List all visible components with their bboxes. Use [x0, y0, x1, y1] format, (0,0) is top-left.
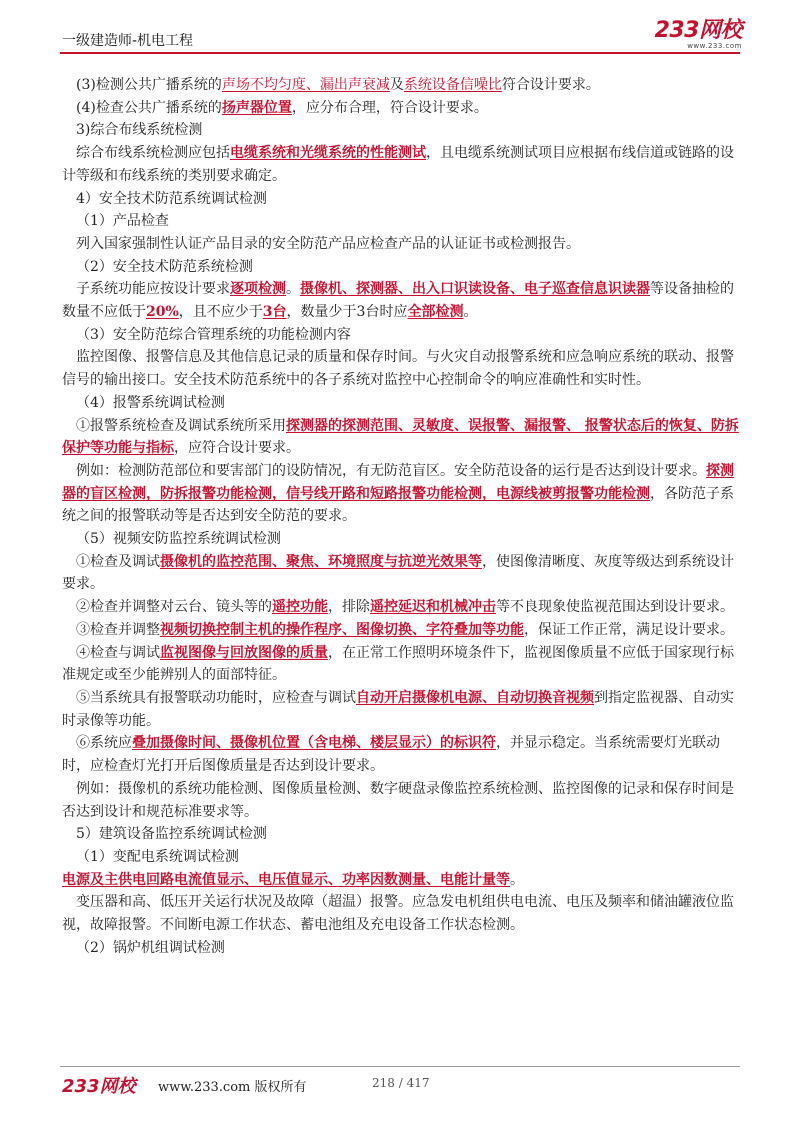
- paragraph: ①检查及调试摄像机的监控范围、聚焦、环境照度与抗逆光效果等，使图像清晰度、灰度等级达到系统设计要求。: [62, 553, 734, 593]
- document-body: [62, 74, 742, 959]
- page-number: 218 / 417: [372, 1076, 430, 1090]
- page-header: [0, 0, 800, 60]
- paragraph: ④检查与调试监视图像与回放图像的质量，在正常工作照明环境条件下，监视图像质量不应低于国家现行标准规定或至少能辨别人的面部特征。: [62, 644, 734, 684]
- highlight: 系统设备信噪比: [403, 77, 502, 93]
- paragraph: ③检查并调整视频切换控制主机的操作程序、图像切换、字符叠加等功能，保证工作正常，满足设计要求。: [76, 621, 734, 638]
- subsection-heading: （2）安全技术防范系统检测: [76, 258, 253, 275]
- highlight: 电缆系统和光缆系统的性能测试: [230, 145, 426, 162]
- highlight: 视频切换控制主机的操作程序、图像切换、字符叠加等功能: [160, 621, 524, 638]
- paragraph: ⑥系统应叠加摄像时间、摄像机位置（含电梯、楼层显示）的标识符，并显示稳定。当系统需要灯光联动时，应检查灯光打开后图像质量是否达到设计要求。: [62, 735, 720, 775]
- highlight: 遥控延迟和机械冲击: [370, 599, 496, 616]
- highlight: 扬声器位置: [221, 99, 292, 116]
- highlight: 摄像机的监控范围、聚焦、环境照度与抗逆光效果等: [160, 553, 482, 570]
- highlight: 3台: [262, 304, 287, 321]
- highlight: 电源及主供电回路电流值显示、电压值显示、功率因数测量、电能计量等: [62, 871, 510, 888]
- subsection-heading: （2）锅炉机组调试检测: [76, 939, 225, 956]
- paragraph: (4)检查公共广播系统的扬声器位置，应分布合理，符合设计要求。: [76, 99, 488, 116]
- highlight: 自动开启摄像机电源、自动切换音视频: [356, 689, 594, 706]
- highlight: 20%: [146, 304, 179, 321]
- paragraph: 电源及主供电回路电流值显示、电压值显示、功率因数测量、电能计量等。: [62, 871, 524, 888]
- paragraph: ②检查并调整对云台、镜头等的遥控功能，排除遥控延迟和机械冲击等不良现象使监视范围达到设计要求。: [76, 599, 734, 616]
- highlight: 摄像机、探测器、出入口识读设备、电子巡查信息识读器: [300, 281, 650, 298]
- subsection-heading: （3）安全防范综合管理系统的功能检测内容: [76, 326, 351, 343]
- highlight: 探测器的盲区检测，防拆报警功能检测，信号线开路和短路报警功能检测，电源线被剪报警功能检测: [62, 462, 734, 502]
- section-heading: 5）建筑设备监控系统调试检测: [76, 826, 267, 843]
- highlight: 声场不均匀度、漏出声衰减: [221, 77, 390, 93]
- highlight: 逐项检测: [230, 281, 286, 298]
- highlight: 叠加摄像时间、摄像机位置（含电梯、楼层显示）的标识符: [132, 735, 496, 752]
- logo-url: www.233.com: [687, 42, 742, 50]
- paragraph: 综合布线系统检测应包括电缆系统和光缆系统的性能测试，且电缆系统测试项目应根据布线信道或链路的设计等级和布线系统的类别要求确定。: [62, 145, 734, 184]
- subsection-heading: （5）视频安防监控系统调试检测: [76, 531, 281, 548]
- paragraph: 例如：摄像机的系统功能检测、图像质量检测、数字硬盘录像监控系统检测、监控图像的记录和保存时间是否达到设计和规范标准要求等。: [62, 780, 734, 820]
- footer-divider: [60, 1066, 740, 1067]
- paragraph: 变压器和高、低压开关运行状况及故障（超温）报警。应急发电机组供电电流、电压及频率和储油罐液位监视，故障报警。不间断电源工作状态、蓄电池组及充电设备工作状态检测。: [62, 894, 734, 934]
- highlight: 全部检测: [407, 304, 464, 321]
- paragraph: ①报警系统检查及调试系统所采用探测器的探测范围、灵敏度、误报警、漏报警、 报警状态后的恢复、防拆保护等功能与指标，应符合设计要求。: [62, 417, 739, 457]
- header-title: 一级建造师-机电工程: [62, 33, 194, 49]
- paragraph: 列入国家强制性认证产品目录的安全防范产品应检查产品的认证证书或检测报告。: [76, 235, 580, 252]
- paragraph: (3)检测公共广播系统的声场不均匀度、漏出声衰减及系统设备信噪比符合设计要求。: [76, 77, 600, 93]
- logo-text: 233网校: [654, 18, 742, 43]
- footer-copyright: www.233.com 版权所有: [158, 1080, 307, 1095]
- highlight: 监视图像与回放图像的质量: [160, 644, 328, 661]
- section-heading: 4）安全技术防范系统调试检测: [76, 190, 267, 207]
- subsection-heading: （1）产品检查: [76, 213, 169, 230]
- paragraph: 例如：检测防范部位和要害部门的设防情况，有无防范盲区。安全防范设备的运行是否达到设计要求。探测器的盲区检测，防拆报警功能检测，信号线开路和短路报警功能检测，电源线被剪报警功能检测，各防范子系统之间的报警联动等是否达到安全防范的要求。: [62, 462, 734, 525]
- paragraph: ⑤当系统具有报警联动功能时，应检查与调试自动开启摄像机电源、自动切换音视频到指定监视器、自动实时录像等功能。: [62, 689, 734, 729]
- brand-logo: [655, 20, 742, 50]
- paragraph: 子系统功能应按设计要求逐项检测。摄像机、探测器、出入口识读设备、电子巡查信息识读器等设备抽检的数量不应低于20%，且不应少于3台，数量少于3台时应全部检测。: [62, 281, 734, 321]
- section-heading: 3)综合布线系统检测: [76, 122, 203, 139]
- paragraph: 监控图像、报警信息及其他信息记录的质量和保存时间。与火灾自动报警系统和应急响应系统的联动、报警信号的输出接口。安全技术防范系统中的各子系统对监控中心控制命令的响应准确性和实时性。: [62, 349, 734, 389]
- footer-logo: 233网校: [62, 1076, 136, 1097]
- highlight: 探测器的探测范围、灵敏度、误报警、漏报警、 报警状态后的恢复、防拆保护等功能与指标: [62, 417, 739, 457]
- header-divider: [60, 52, 740, 54]
- subsection-heading: （1）变配电系统调试检测: [76, 848, 239, 865]
- subsection-heading: （4）报警系统调试检测: [76, 394, 225, 411]
- highlight: 遥控功能: [272, 599, 328, 616]
